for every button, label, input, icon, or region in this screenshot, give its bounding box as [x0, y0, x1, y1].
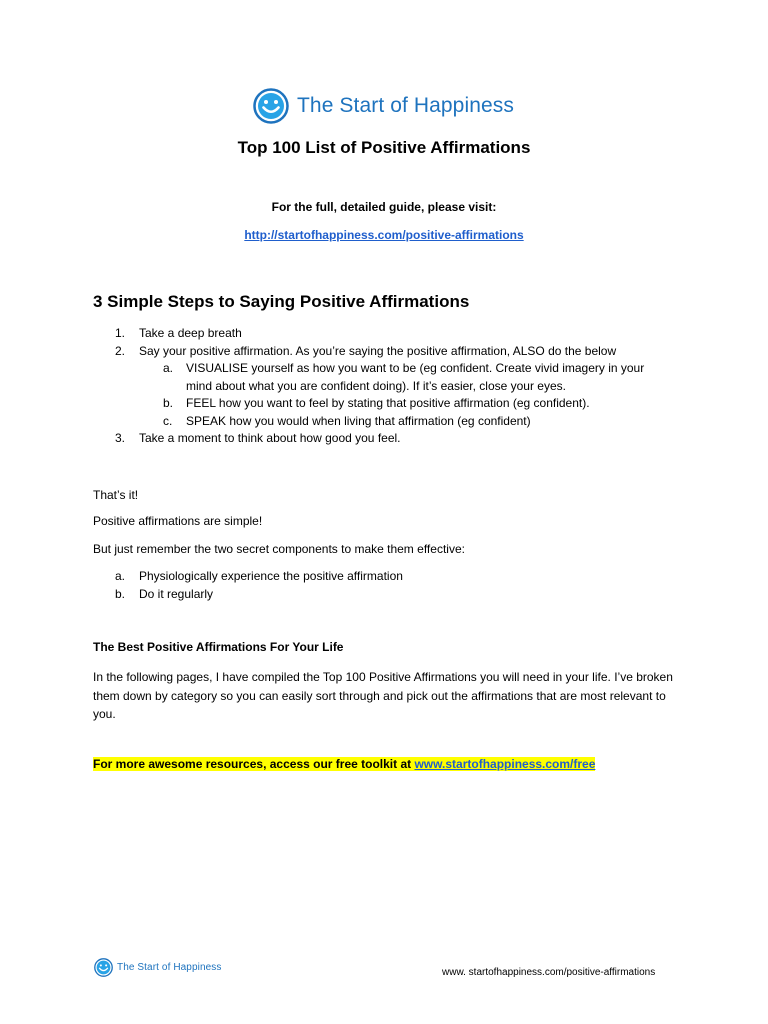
- list-text: Take a moment to think about how good you feel.: [139, 431, 401, 445]
- steps-list: [93, 325, 693, 448]
- sub-list-item: [93, 413, 693, 431]
- list-text: Take a deep breath: [139, 326, 242, 340]
- list-text: Physiologically experience the positive affirmation: [139, 569, 403, 583]
- list-item: [93, 343, 693, 361]
- guide-label: For the full, detailed guide, please visit:: [271, 200, 497, 214]
- smiley-face-icon: [94, 958, 113, 977]
- list-number: 3.: [115, 431, 126, 445]
- simple-text: Positive affirmations are simple!: [93, 514, 263, 528]
- list-letter: b.: [115, 586, 126, 601]
- list-letter: b.: [163, 396, 174, 410]
- sub-list-item: [93, 360, 693, 395]
- list-text: Say your positive affirmation. As you’re saying the positive affirmation, ALSO do the below: [139, 343, 617, 358]
- toolkit-callout: [93, 757, 595, 771]
- list-text: SPEAK how you would when living that affirmation (eg confident): [186, 413, 531, 428]
- list-text: VISUALISE yourself as how you want to be (eg confident. Create vivid imagery in your mind about what you are confident doing). If it’s easier, close your eyes.: [186, 361, 645, 393]
- footer-logo: [94, 958, 221, 977]
- header-logo: [253, 88, 514, 124]
- toolkit-link[interactable]: www.startofhappiness.com/free: [414, 757, 596, 771]
- callout-text: For more awesome resources, access our free toolkit at: [93, 757, 415, 771]
- logo-text: The Start of Happiness: [297, 94, 514, 117]
- list-text: FEEL how you want to feel by stating that positive affirmation (eg confident).: [186, 396, 590, 410]
- list-item: [93, 325, 693, 343]
- steps-heading: 3 Simple Steps to Saying Positive Affirmations: [93, 292, 470, 311]
- list-letter: a.: [115, 569, 126, 583]
- list-letter: a.: [163, 361, 174, 375]
- remember-text: But just remember the two secret components to make them effective:: [93, 542, 465, 556]
- list-number: 1.: [115, 326, 126, 340]
- list-item: [93, 586, 403, 604]
- sub-list-item: [93, 395, 693, 413]
- thats-it-text: That’s it!: [93, 488, 139, 502]
- list-item: [93, 568, 403, 586]
- footer-logo-text: The Start of Happiness: [117, 962, 222, 973]
- list-item: [93, 430, 693, 448]
- page-title: Top 100 List of Positive Affirmations: [237, 138, 531, 157]
- list-text: Do it regularly: [139, 586, 214, 601]
- list-letter: c.: [163, 413, 173, 428]
- best-affirmations-heading: The Best Positive Affirmations For Your Life: [93, 640, 344, 654]
- guide-link[interactable]: http://startofhappiness.com/positive-affirmations: [244, 228, 524, 242]
- compiled-paragraph: In the following pages, I have compiled the Top 100 Positive Affirmations you will need in your life. I’ve broken them down by category so you can easily sort through and pick out the affirmations that are most relevant to you.: [93, 670, 673, 721]
- components-list: [93, 568, 403, 603]
- footer-url: www. startofhappiness.com/positive-affirmations: [442, 967, 656, 978]
- list-number: 2.: [115, 343, 126, 358]
- smiley-face-icon: [253, 88, 289, 124]
